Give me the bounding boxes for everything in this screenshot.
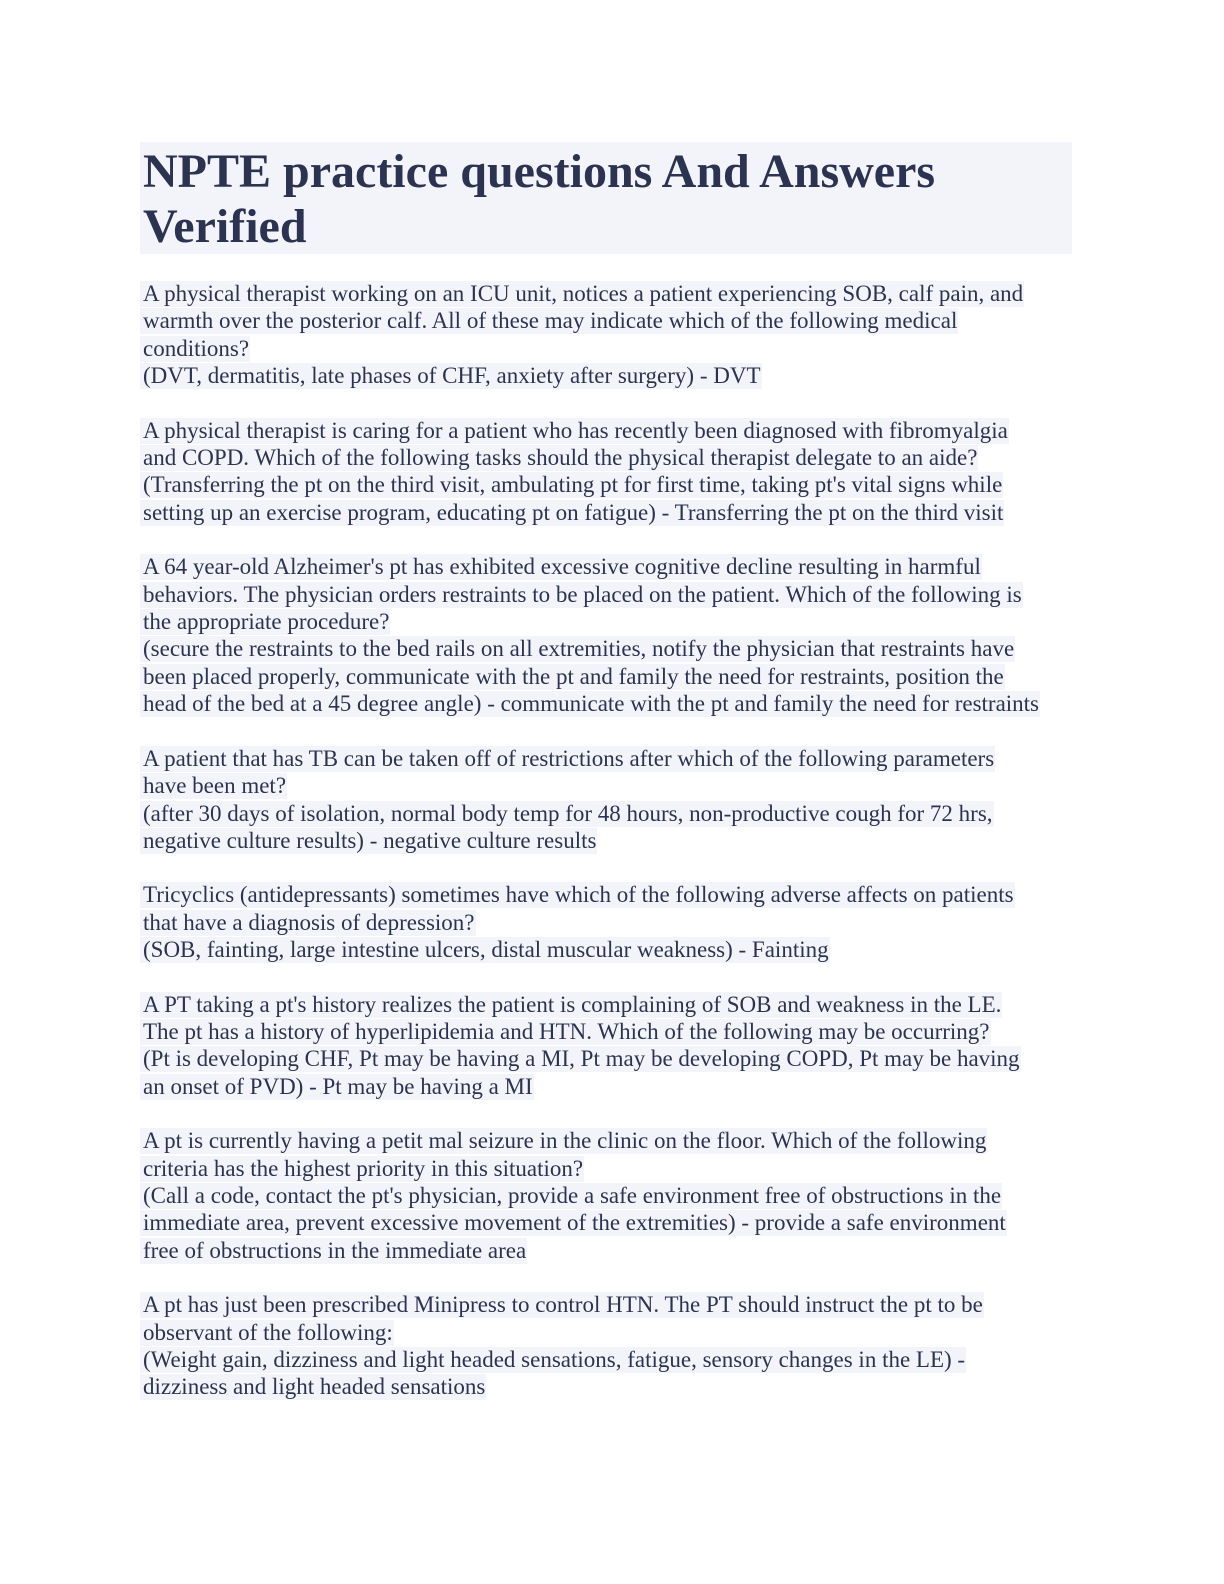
title-line: Verified	[143, 200, 307, 253]
document-page	[140, 142, 1080, 1401]
page-title	[140, 142, 1072, 254]
text-line: (Transferring the pt on the third visit, ambulating pt for first time, taking pt's vital signs while	[140, 471, 1080, 498]
text-line: immediate area, prevent excessive movement of the extremities) - provide a safe environment	[140, 1209, 1080, 1236]
question-block	[140, 280, 1080, 390]
question-block	[140, 1291, 1080, 1401]
answer-line: (SOB, fainting, large intestine ulcers, distal muscular weakness) - Fainting	[140, 936, 1080, 963]
title-line: NPTE practice questions And Answers	[143, 145, 936, 198]
answer-line: free of obstructions in the immediate area	[140, 1237, 1080, 1264]
text-line: observant of the following:	[140, 1319, 1080, 1346]
answer-line: (DVT, dermatitis, late phases of CHF, anxiety after surgery) - DVT	[140, 362, 1080, 389]
text-line: that have a diagnosis of depression?	[140, 909, 1080, 936]
answer-line: negative culture results) - negative culture results	[140, 827, 1080, 854]
text-line: conditions?	[140, 335, 1080, 362]
text-line: been placed properly, communicate with the pt and family the need for restraints, position the	[140, 663, 1080, 690]
text-line: A 64 year-old Alzheimer's pt has exhibited excessive cognitive decline resulting in harmful	[140, 553, 1080, 580]
answer-line: an onset of PVD) - Pt may be having a MI	[140, 1073, 1080, 1100]
text-line: (Call a code, contact the pt's physician, provide a safe environment free of obstructions in the	[140, 1182, 1080, 1209]
text-line: A physical therapist is caring for a patient who has recently been diagnosed with fibromyalgia	[140, 417, 1080, 444]
text-line: behaviors. The physician orders restraints to be placed on the patient. Which of the following is	[140, 581, 1080, 608]
question-block	[140, 1127, 1080, 1264]
text-line: A pt has just been prescribed Minipress to control HTN. The PT should instruct the pt to be	[140, 1291, 1080, 1318]
text-line: criteria has the highest priority in this situation?	[140, 1155, 1080, 1182]
text-line: (secure the restraints to the bed rails on all extremities, notify the physician that restraints have	[140, 635, 1080, 662]
question-block	[140, 745, 1080, 855]
question-block	[140, 417, 1080, 527]
text-line: and COPD. Which of the following tasks should the physical therapist delegate to an aide?	[140, 444, 1080, 471]
text-line: A PT taking a pt's history realizes the patient is complaining of SOB and weakness in the LE.	[140, 991, 1080, 1018]
question-block	[140, 881, 1080, 963]
text-line: (after 30 days of isolation, normal body temp for 48 hours, non-productive cough for 72 hrs,	[140, 800, 1080, 827]
answer-line: dizziness and light headed sensations	[140, 1373, 1080, 1400]
question-block	[140, 553, 1080, 717]
text-line: A patient that has TB can be taken off of restrictions after which of the following parameters	[140, 745, 1080, 772]
text-line: A physical therapist working on an ICU unit, notices a patient experiencing SOB, calf pain, and	[140, 280, 1080, 307]
text-line: The pt has a history of hyperlipidemia and HTN. Which of the following may be occurring?	[140, 1018, 1080, 1045]
answer-line: head of the bed at a 45 degree angle) - communicate with the pt and family the need for restraints	[140, 690, 1080, 717]
text-line: (Pt is developing CHF, Pt may be having a MI, Pt may be developing COPD, Pt may be having	[140, 1045, 1080, 1072]
question-block	[140, 991, 1080, 1101]
text-line: A pt is currently having a petit mal seizure in the clinic on the floor. Which of the following	[140, 1127, 1080, 1154]
answer-line: setting up an exercise program, educating pt on fatigue) - Transferring the pt on the third visit	[140, 499, 1080, 526]
text-line: Tricyclics (antidepressants) sometimes have which of the following adverse affects on patients	[140, 881, 1080, 908]
text-line: (Weight gain, dizziness and light headed sensations, fatigue, sensory changes in the LE) -	[140, 1346, 1080, 1373]
text-line: the appropriate procedure?	[140, 608, 1080, 635]
text-line: have been met?	[140, 772, 1080, 799]
text-line: warmth over the posterior calf. All of these may indicate which of the following medical	[140, 307, 1080, 334]
